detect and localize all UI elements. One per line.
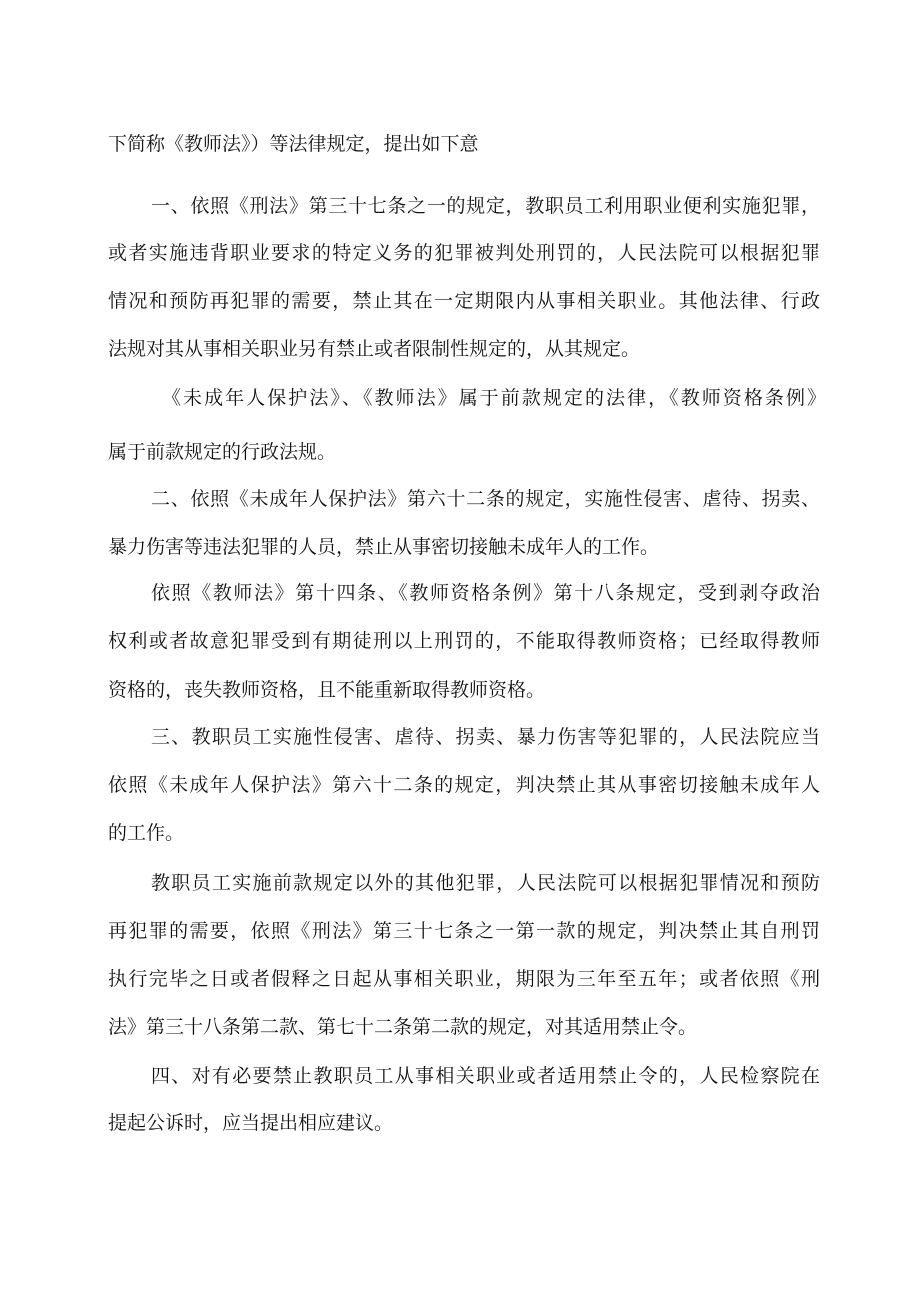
- text-line: 或者实施违背职业要求的特定义务的犯罪被判处刑罚的，人民法院可以根据犯罪: [108, 242, 820, 264]
- text-line-item2: 二、依照《未成年人保护法》第六十二条的规定，实施性侵害、虐待、拐卖、: [151, 488, 820, 510]
- text-line: 属于前款规定的行政法规。: [108, 441, 337, 463]
- text-line: 的工作。: [108, 822, 185, 844]
- text-line: 暴力伤害等违法犯罪的人员，禁止从事密切接触未成年人的工作。: [108, 536, 660, 558]
- text-line: 权利或者故意犯罪受到有期徒刑以上刑罚的，不能取得教师资格；已经取得教师: [108, 630, 820, 652]
- text-line: 再犯罪的需要，依照《刑法》第三十七条之一第一款的规定，判决禁止其自刑罚: [108, 920, 820, 942]
- text-line: 《未成年人保护法》、《教师法》属于前款规定的法律，《教师资格条例》: [162, 387, 826, 409]
- text-line: 执行完毕之日或者假释之日起从事相关职业，期限为三年至五年；或者依照《刑: [108, 968, 820, 990]
- text-line: 资格的，丧失教师资格，且不能重新取得教师资格。: [108, 679, 546, 701]
- text-line: 教职员工实施前款规定以外的其他犯罪，人民法院可以根据犯罪情况和预防: [151, 872, 820, 894]
- text-line: 情况和预防再犯罪的需要，禁止其在一定期限内从事相关职业。其他法律、行政: [108, 290, 820, 312]
- text-line: 法》第三十八条第二款、第七十二条第二款的规定，对其适用禁止令。: [108, 1016, 698, 1038]
- text-line: 提起公诉时，应当提出相应建议。: [108, 1112, 394, 1134]
- text-line-intro: 下简称《教师法》）等法律规定，提出如下意: [108, 133, 479, 155]
- text-line: 依照《未成年人保护法》第六十二条的规定，判决禁止其从事密切接触未成年人: [108, 774, 820, 796]
- text-line-item1: 一、依照《刑法》第三十七条之一的规定，教职员工利用职业便利实施犯罪，: [151, 195, 820, 217]
- text-line: 依照《教师法》第十四条、《教师资格条例》第十八条规定，受到剥夺政治: [151, 582, 820, 604]
- text-line: 法规对其从事相关职业另有禁止或者限制性规定的，从其规定。: [108, 338, 641, 360]
- text-line-item3: 三、教职员工实施性侵害、虐待、拐卖、暴力伤害等犯罪的，人民法院应当: [151, 726, 820, 748]
- text-line-item4: 四、对有必要禁止教职员工从事相关职业或者适用禁止令的，人民检察院在: [151, 1065, 820, 1087]
